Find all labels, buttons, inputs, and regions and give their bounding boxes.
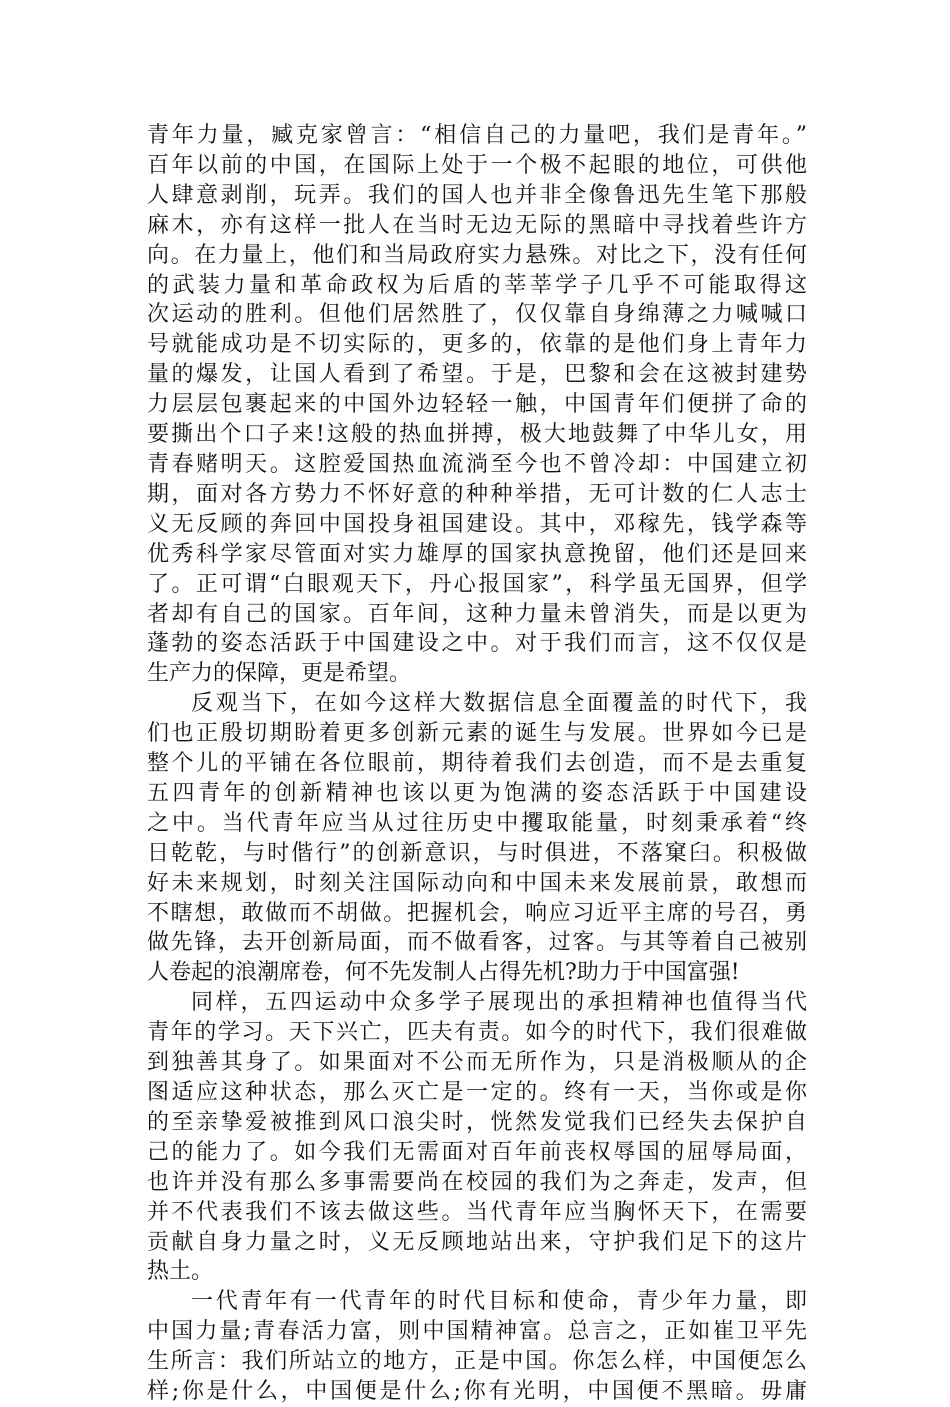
text-line: 图适应这种状态，那么灭亡是一定的。终有一天，当你或是你: [147, 1080, 807, 1105]
text-line: 整个儿的平铺在各位眼前，期待着我们去创造，而不是去重复: [147, 751, 807, 777]
text-line: 百年以前的中国，在国际上处于一个极不起眼的地位，可供他: [147, 152, 807, 178]
text-line: 义无反顾的奔回中国投身祖国建设。其中，邓稼先，钱学森等: [147, 511, 807, 537]
text-line: 蓬勃的姿态活跃于中国建设之中。对于我们而言，这不仅仅是: [147, 631, 807, 657]
text-line: 之中。当代青年应当从过往历史中攫取能量，时刻秉承着“终: [147, 810, 807, 836]
text-line: 生产力的保障，更是希望。: [147, 661, 412, 687]
text-line: 青年的学习。天下兴亡，匹夫有责。如今的时代下，我们很难做: [147, 1020, 807, 1046]
text-line: 一代青年有一代青年的时代目标和使命，青少年力量，即: [191, 1289, 807, 1315]
text-line: 人卷起的浪潮席卷，何不先发制人占得先机?助力于中国富强!: [147, 960, 740, 986]
text-line: 麻木，亦有这样一批人在当时无边无际的黑暗中寻找着些许方: [147, 212, 807, 238]
text-line: 次运动的胜利。但他们居然胜了，仅仅靠自身绵薄之力喊喊口: [147, 302, 807, 328]
text-line: 量的爆发，让国人看到了希望。于是，巴黎和会在这被封建势: [147, 362, 807, 388]
text-line: 贡献自身力量之时，义无反顾地站出来，守护我们足下的这片: [147, 1229, 807, 1255]
text-line: 并不代表我们不该去做这些。当代青年应当胸怀天下，在需要: [147, 1199, 807, 1225]
text-line: 青春赌明天。这腔爱国热血流淌至今也不曾冷却：中国建立初: [147, 451, 807, 477]
text-line: 反观当下，在如今这样大数据信息全面覆盖的时代下，我: [191, 691, 807, 717]
text-line: 好未来规划，时刻关注国际动向和中国未来发展前景，敢想而: [147, 870, 807, 896]
text-line: 们也正殷切期盼着更多创新元素的诞生与发展。世界如今已是: [147, 721, 807, 747]
text-line: 的武装力量和革命政权为后盾的莘莘学子几乎不可能取得这: [147, 272, 807, 298]
text-line: 号就能成功是不切实际的，更多的，依靠的是他们身上青年力: [147, 332, 807, 358]
text-line: 生所言：我们所站立的地方，正是中国。你怎么样，中国便怎么: [147, 1349, 807, 1375]
text-line: 的至亲挚爱被推到风口浪尖时，恍然发觉我们已经失去保护自: [147, 1109, 807, 1135]
text-line: 力层层包裹起来的中国外边轻轻一触，中国青年们便拼了命的: [147, 392, 807, 418]
text-line: 己的能力了。如今我们无需面对百年前丧权辱国的屈辱局面，: [147, 1139, 807, 1165]
text-line: 样;你是什么，中国便是什么;你有光明，中国便不黑暗。毋庸: [147, 1379, 807, 1405]
text-line: 优秀科学家尽管面对实力雄厚的国家执意挽留，他们还是回来: [147, 541, 807, 567]
text-line: 要撕出个口子来!这般的热血拼搏，极大地鼓舞了中华儿女，用: [147, 422, 807, 448]
text-line: 人肆意剥削，玩弄。我们的国人也并非全像鲁迅先生笔下那般: [147, 182, 807, 208]
text-line: 者却有自己的国家。百年间，这种力量未曾消失，而是以更为: [147, 601, 807, 627]
text-line: 不瞎想，敢做而不胡做。把握机会，响应习近平主席的号召，勇: [147, 900, 807, 926]
text-line: 青年力量，臧克家曾言：“相信自己的力量吧，我们是青年。”: [147, 123, 807, 148]
text-line: 了。正可谓“白眼观天下，丹心报国家”，科学虽无国界，但学: [147, 571, 807, 597]
text-line: 日乾乾，与时偕行”的创新意识，与时俱进，不落窠臼。积极做: [147, 840, 807, 866]
text-line: 期，面对各方势力不怀好意的种种举措，无可计数的仁人志士: [147, 481, 807, 507]
essay-body: [147, 121, 807, 1407]
text-line: 五四青年的创新精神也该以更为饱满的姿态活跃于中国建设: [147, 780, 807, 806]
text-line: 做先锋，去开创新局面，而不做看客，过客。与其等着自己被别: [147, 930, 807, 956]
text-line: 同样，五四运动中众多学子展现出的承担精神也值得当代: [191, 990, 807, 1016]
text-line: 向。在力量上，他们和当局政府实力悬殊。对比之下，没有任何: [147, 242, 807, 268]
text-line: 到独善其身了。如果面对不公而无所作为，只是消极顺从的企: [147, 1050, 807, 1076]
text-line: 热土。: [147, 1259, 214, 1285]
text-line: 也许并没有那么多事需要尚在校园的我们为之奔走，发声，但: [147, 1169, 807, 1195]
text-line: 中国力量;青春活力富，则中国精神富。总言之，正如崔卫平先: [147, 1319, 807, 1345]
